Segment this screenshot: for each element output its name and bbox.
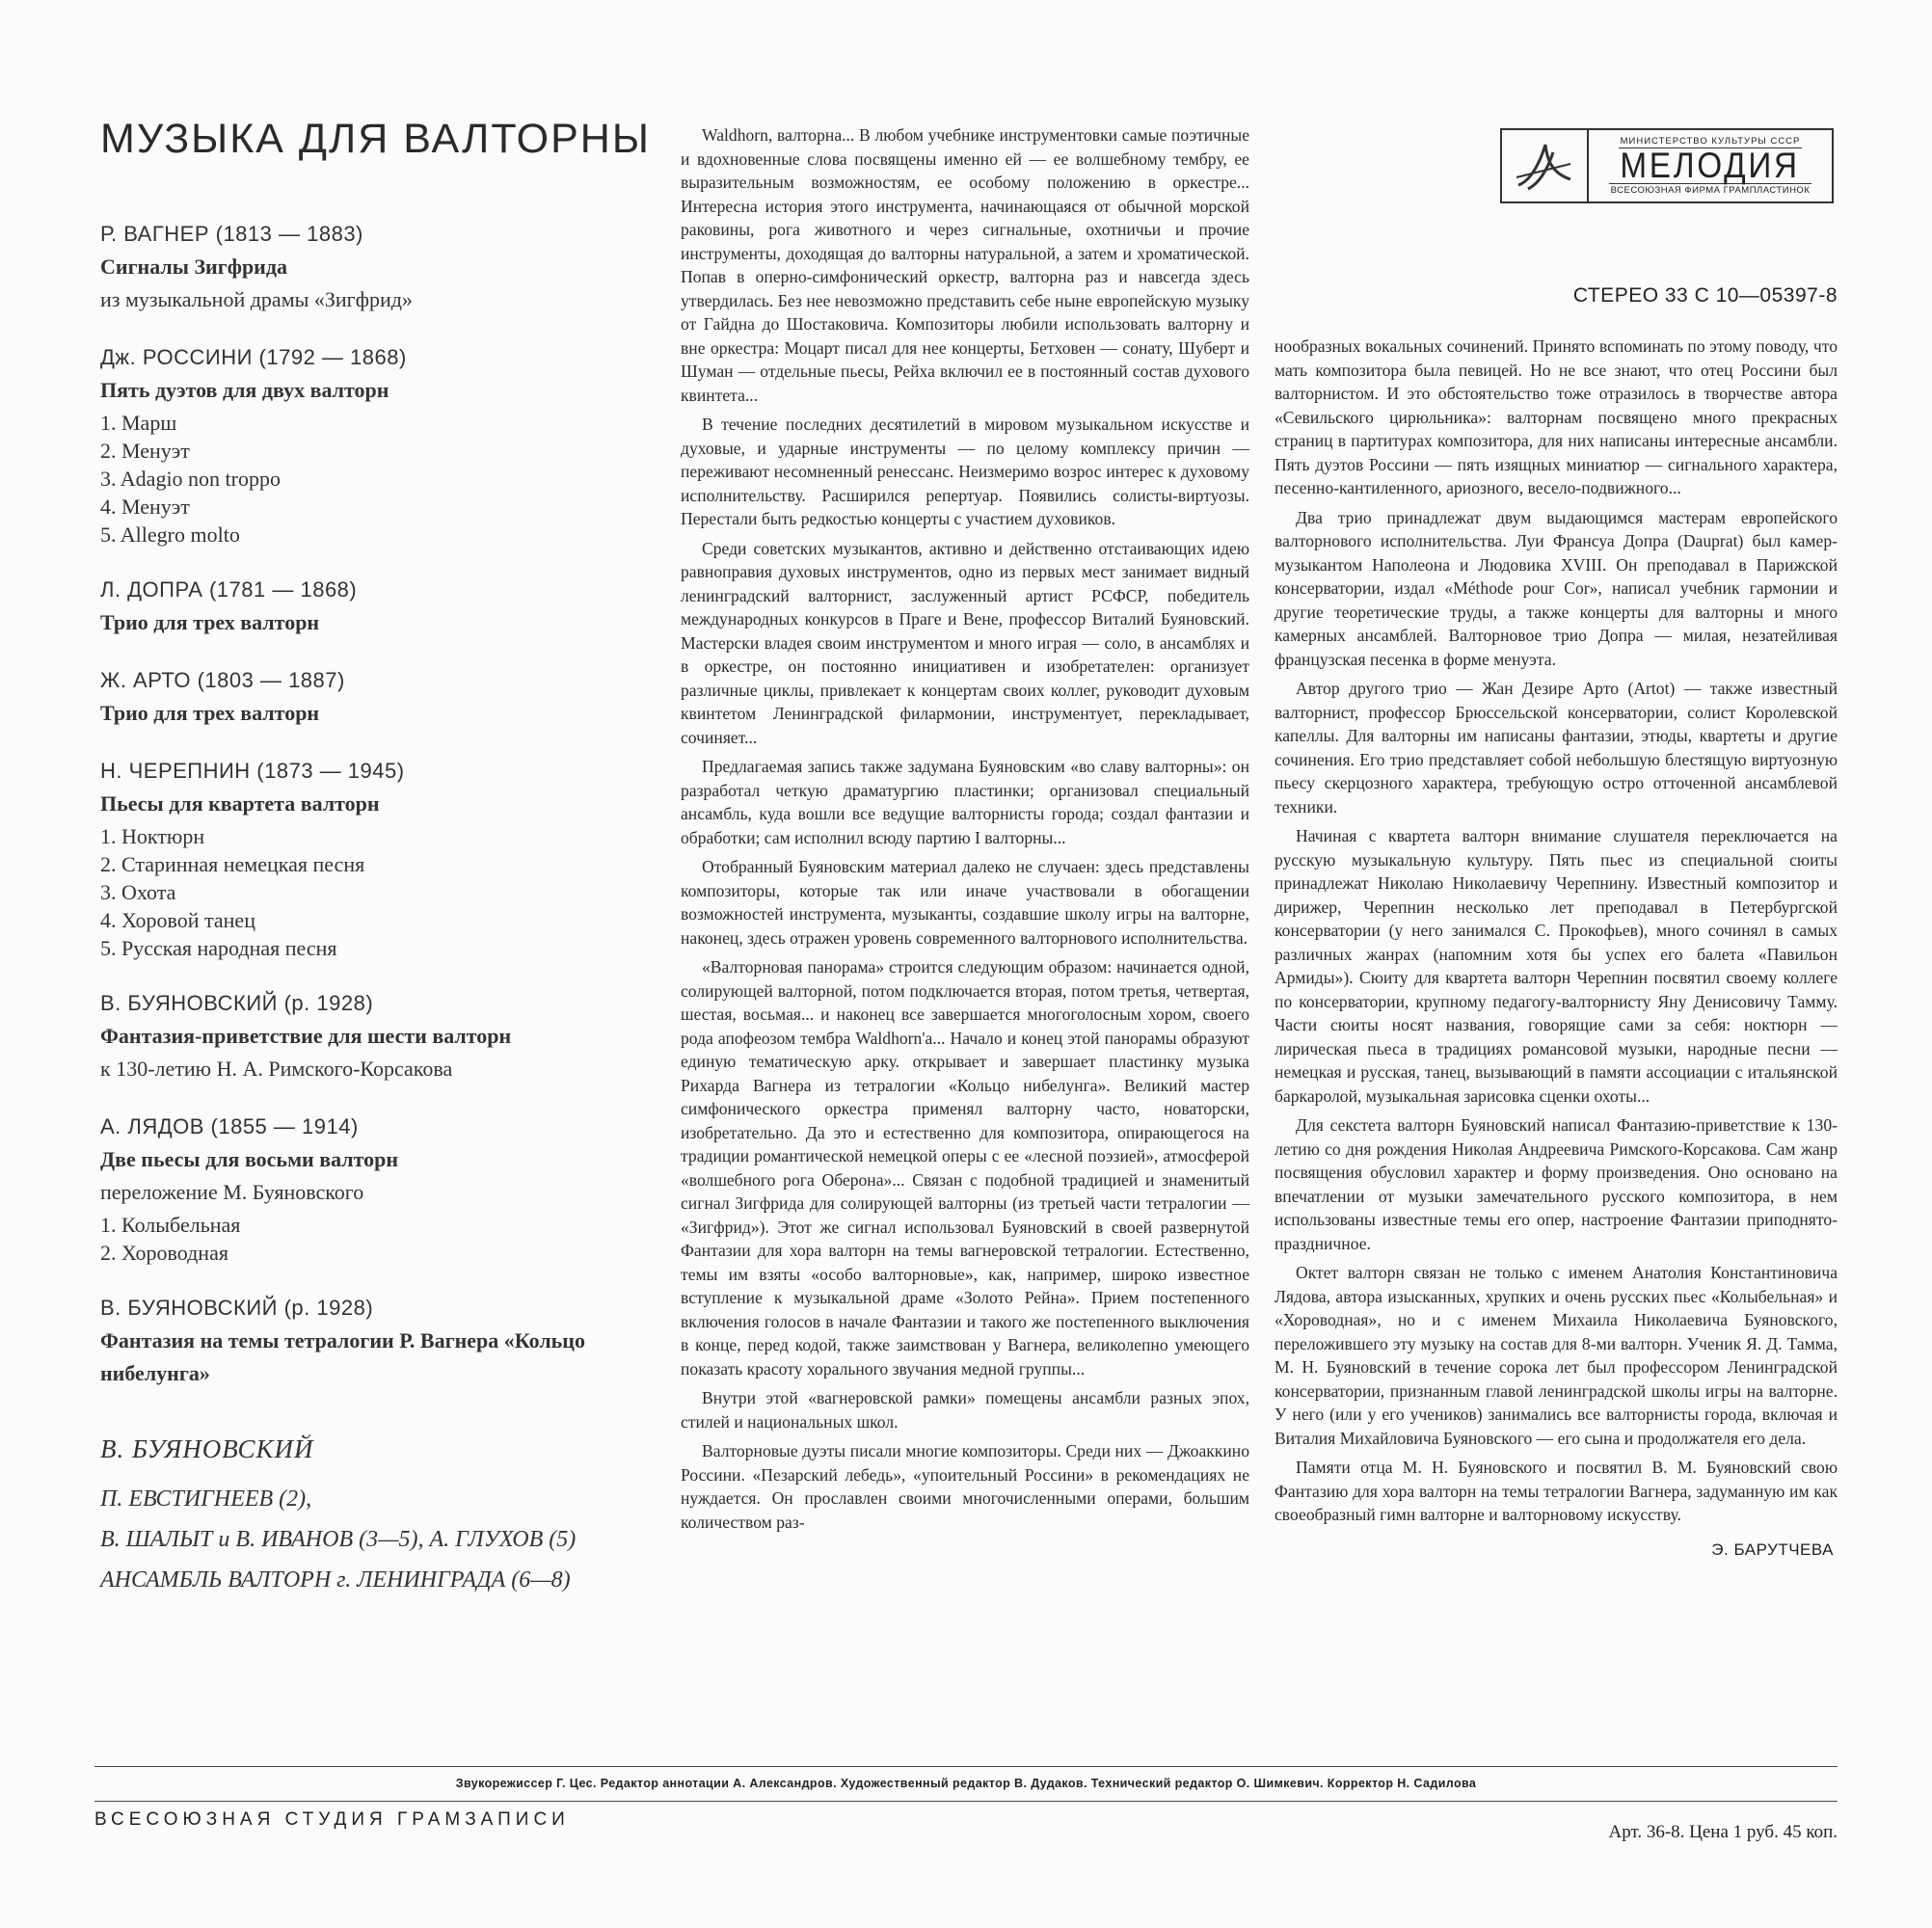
- movement-item: 1. Колыбельная: [100, 1213, 241, 1237]
- composer-name: В. БУЯНОВСКИЙ (р. 1928): [100, 1296, 374, 1320]
- annotation-column-middle: [681, 123, 1249, 1540]
- performer-line: П. ЕВСТИГНЕЕВ (2),: [100, 1486, 312, 1512]
- annotation-column-right: [1275, 335, 1838, 1560]
- annotation-paragraph: Среди советских музыкантов, активно и действенно отстаивающих идею равноправия духовых инструментов, одно из первых мест занимает видный ленинградский валторнист, заслуженный артист РСФСР, победитель международных конкурсов в Праге и Вене, профессор Виталий Буяновский. Мастерски владея своим инструментом и много играя — соло, в ансамблях и в оркестре, он постоянно инициативен и изобретателен: организует различные циклы, привлекает к концертам своих коллег, руководит духовым квинтетом Ленинградской филармонии, инструментует, перекладывает, сочиняет...: [681, 538, 1249, 747]
- work-title: Фантазия-приветствие для шести валторн: [100, 1024, 512, 1048]
- movement-item: 4. Хоровой танец: [100, 908, 255, 932]
- annotation-paragraph: Отобранный Буяновским материал далеко не случаен: здесь представлены композиторы, которые так или иначе участвовали в обогащении возможностей инструмента, музыканты, создавшие школу игры на валторне, наконец, здесь отражен уровень современного валторнового исполнительства.: [681, 857, 1249, 948]
- composer-name: Л. ДОПРА (1781 — 1868): [100, 577, 358, 602]
- work-subtitle: переложение М. Буяновского: [100, 1180, 364, 1204]
- performer-ensemble: АНСАМБЛЬ ВАЛТОРН г. ЛЕНИНГРАДА (6—8): [100, 1567, 571, 1593]
- performer-soloist: В. БУЯНОВСКИЙ: [100, 1434, 314, 1463]
- movement-list: [100, 1211, 650, 1267]
- logo-firm: ВСЕСОЮЗНАЯ ФИРМА ГРАМПЛАСТИНОК: [1610, 185, 1811, 196]
- annotation-paragraph: Валторновые дуэты писали многие композиторы. Среди них — Джоаккино Россини. «Пезарский лебедь», «упоительный Россини» в рекомендациях не нуждается. Он прославлен своими многочисленными операми, большим количеством раз-: [681, 1441, 1249, 1532]
- performer-line: В. ШАЛЫТ и В. ИВАНОВ (3—5), А. ГЛУХОВ (5): [100, 1527, 577, 1552]
- logo-ministry: МИНИСТЕРСТВО КУЛЬТУРЫ СССР: [1620, 136, 1801, 147]
- program-column: [100, 218, 650, 1604]
- performers: [100, 1433, 650, 1596]
- credits-line: Звукорежиссер Г. Цес. Редактор аннотации А. Александров. Художественный редактор В. Дудаков. Технический редактор О. Шимкевич. Корректор Н. Садилова: [455, 1777, 1477, 1790]
- movement-list: [100, 822, 650, 962]
- movement-item: 3. Adagio non troppo: [100, 467, 281, 491]
- composer-name: Дж. РОССИНИ (1792 — 1868): [100, 345, 407, 369]
- program-list: [100, 218, 650, 1390]
- composer-name: Н. ЧЕРЕПНИН (1873 — 1945): [100, 759, 405, 783]
- work-title: Трио для трех валторн: [100, 610, 320, 634]
- price-line: Арт. 36-8. Цена 1 руб. 45 коп.: [1608, 1822, 1838, 1842]
- composer-name: Ж. АРТО (1803 — 1887): [100, 668, 345, 692]
- annotation-paragraph: «Валторновая панорама» строится следующим образом: начинается одной, солирующей валторной, потом подключается вторая, потом третья, четвертая, шестая, восьмая... и наконец все завершается многоголосным хором, своего рода апофеозом тембра Waldhorn'а... Начало и конец этой панорамы образуют единую тематическую арку. открывает и завершает пластинку музыка Рихарда Вагнера из тетралогии «Кольцо нибелунга». Великий мастер симфонического оркестра применял валторну часто, новаторски, изобретательно. Да это и естественно для композитора, опирающегося на традиции романтической немецкой оперы с ее «лесной поэзией», атмосферой «волшебного рога Оберона»... Связан с подобной традицией и знаменитый сигнал Зигфрида для солирующей валторны (из третьей части тетралогии — «Зигфрид»). Этот же сигнал использовал Буяновский в своей развернутой Фантазии для хора валторн на темы вагнеровской тетралогии. Естественно, темы им взяты «особо валторновые», как, например, широко известное вступление к музыкальной драме «Золото Рейна». Прием постепенного включения голосов в начале Фантазии и такого же постепенного выключения в конце, перед кодой, также заимствован у Вагнера, великолепно умеющего показать красоту хорального звучания медной группы...: [681, 957, 1249, 1379]
- annotation-paragraph: Памяти отца М. Н. Буяновского и посвятил В. М. Буяновский свою Фантазию для хора валторн на темы тетралогии Вагнера, задуманную им как своеобразный гимн валторне и валторновому искусству.: [1275, 1458, 1838, 1524]
- work-title: Фантазия на темы тетралогии Р. Вагнера «Кольцо нибелунга»: [100, 1328, 585, 1385]
- work-title: Две пьесы для восьми валторн: [100, 1147, 399, 1171]
- work-subtitle: к 130-летию Н. А. Римского-Корсакова: [100, 1057, 453, 1081]
- program-work: [100, 574, 650, 639]
- divider: [94, 1766, 1838, 1767]
- composer-name: А. ЛЯДОВ (1855 — 1914): [100, 1114, 359, 1138]
- work-title: Трио для трех валторн: [100, 701, 320, 725]
- program-work: [100, 1292, 650, 1390]
- movement-item: 1. Марш: [100, 411, 177, 435]
- program-work: [100, 218, 650, 316]
- program-work: [100, 1111, 650, 1267]
- divider: [94, 1801, 1838, 1802]
- annotation-paragraph: Два трио принадлежат двум выдающимся мастерам европейского валторнового исполнительства. Луи Франсуа Допра (Dauprat) был камер-музыкантом Наполеона и Людовика XVIII. Он преподавал в Парижской консерватории, издал «Méthode pour Cor», написал учебник гармонии и другие теоретические труды, а также концерты для валторны и много камерных ансамблей. Валторновое трио Допра — милая, незатейливая французская песенка в форме менуэта.: [1275, 507, 1838, 669]
- annotation-paragraph: Внутри этой «вагнеровской рамки» помещены ансамбли разных эпох, стилей и национальных школ.: [681, 1388, 1249, 1432]
- logo-text-block: [1589, 130, 1832, 201]
- author-signature: Э. БАРУТЧЕВА: [1711, 1540, 1834, 1559]
- annotation-paragraph: Октет валторн связан не только с именем Анатолия Константиновича Лядова, автора изысканных, хрупких и очень русских пьес «Колыбельная» и «Хороводная», но и с именем Михаила Николаевича Буяновского, переложившего эту музыку на состав для 8-ми валторн. Ученик Я. Д. Тамма, М. Н. Буяновский в течение сорока лет был профессором Ленинградской консерватории, признанным главой ленинградской школы игры на валторне. У него (или у его учеников) занимались все валторнисты города, включая и Виталия Михайловича Буяновского — его сына и продолжателя его дела.: [1275, 1263, 1838, 1448]
- page-title: МУЗЫКА ДЛЯ ВАЛТОРНЫ: [100, 116, 651, 162]
- annotation-paragraph: В течение последних десятилетий в мировом музыкальном искусстве и духовые, и ударные инструменты — по целому комплексу причин — переживают несомненный ренессанс. Неизмеримо возрос интерес к духовому исполнительству. Расширился репертуар. Появились солисты-виртуозы. Перестали быть редкостью концерты с участием духовиков.: [681, 415, 1249, 528]
- work-title: Сигналы Зигфрида: [100, 254, 287, 279]
- movement-item: 5. Allegro molto: [100, 522, 240, 547]
- annotation-paragraph: Начиная с квартета валторн внимание слушателя переключается на русскую музыкальную культуру. Пять пьес из специальной сюиты принадлежат Николаю Николаевичу Черепнину. Известный композитор и дирижер, Черепнин несколько лет преподавал в Петербургской консерватории (у него занимался С. Прокофьев), много сочинял в самых различных жанрах (напомним хотя бы успех его балета «Павильон Армиды»). Сюиту для квартета валторн Черепнин посвятил своему коллеге по консерватории, крупному педагогу-валторнисту Яну Денисовичу Тамму. Части сюиты носят названия, говорящие сами за себя: ноктюрн — лирическая пьеса в традициях романсовой музыки, народные песни — немецкая и русская, танец, вызывающий в памяти ассоциации с итальянской баркаролой, музыкальная зарисовка сценки охоты...: [1275, 826, 1838, 1106]
- annotation-paragraph: Предлагаемая запись также задумана Буяновским «во славу валторны»: он разработал четкую драматургию пластинки; организовал специальный ансамбль, куда вошли все ведущие валторнисты города; создал фантазии и обработки; сам исполнил всюду партию I валторны...: [681, 757, 1249, 847]
- program-work: [100, 755, 650, 962]
- logo-name: МЕЛОДИЯ: [1620, 146, 1801, 185]
- melodiya-logo: [1500, 128, 1834, 203]
- program-work: [100, 987, 650, 1085]
- studio-name: ВСЕСОЮЗНАЯ СТУДИЯ ГРАМЗАПИСИ: [94, 1809, 570, 1830]
- movement-item: 2. Хороводная: [100, 1241, 228, 1265]
- movement-item: 3. Охота: [100, 880, 176, 904]
- melodiya-emblem-icon: [1502, 130, 1589, 201]
- movement-item: 1. Ноктюрн: [100, 824, 205, 848]
- annotation-paragraph: Автор другого трио — Жан Дезире Арто (Artot) — также известный валторнист, профессор Брюссельской консерватории, солист Королевской капеллы. Для валторны им написаны фантазии, этюды, квартеты и другие сочинения. Его трио представляет собой небольшую блестящую виртуозную пьесу скерцозного характера, требующую остро отточенной ансамблевой техники.: [1275, 679, 1838, 817]
- work-title: Пять дуэтов для двух валторн: [100, 378, 389, 402]
- annotation-paragraph: Waldhorn, валторна... В любом учебнике инструментовки самые поэтичные и вдохновенные слова посвящены именно ей — ее волшебному тембру, ее выразительным возможностям, ее особому положению в оркестре... Интересна история этого инструмента, начинающаяся от обычной морской раковины, рога животного и через сигнальные, охотничьи и прочие инструменты, доходящая до валторны натуральной, а затем и хроматической. Попав в оперно-симфонический оркестр, валторна раз и навсегда здесь утвердилась. Без нее невозможно представить себе ныне европейскую музыку от Гайдна до Шостаковича. Композиторы любили использовать валторну и вне оркестра: Моцарт писал для нее концерты, Бетховен — сонату, Шуберт и Шуман — отдельные пьесы, Рейха включил ее в постоянный состав духового квинтета...: [681, 125, 1249, 405]
- movement-item: 4. Менуэт: [100, 495, 190, 519]
- program-work: [100, 664, 650, 730]
- movement-list: [100, 409, 650, 549]
- catalog-number: СТЕРЕО 33 С 10—05397-8: [1572, 284, 1838, 307]
- program-work: [100, 341, 650, 549]
- annotation-paragraph: нообразных вокальных сочинений. Принято вспоминать по этому поводу, что мать композитора была певицей. Но не все знают, что отец Россини был валторнистом. И это обстоятельство тоже отразилось в творчестве автора «Севильского цирюльника»: валторнам посвящено много прекрасных страниц в партитурах композитора, для них написаны интересные ансамбли. Пять дуэтов Россини — пять изящных миниатюр — сигнального характера, песенно-кантиленного, ариозного, весело-подвижного...: [1275, 336, 1838, 497]
- work-subtitle: из музыкальной драмы «Зигфрид»: [100, 287, 413, 311]
- annotation-paragraph: Для секстета валторн Буяновский написал Фантазию-приветствие к 130-летию со дня рождения Николая Андреевича Римского-Корсакова. Сам жанр посвящения обусловил характер и форму произведения. Оно основано на впечатлении от музыки замечательного русского композитора, в нем использованы известные темы его опер, настроение Фантазии приподнято-праздничное.: [1275, 1115, 1838, 1253]
- work-title: Пьесы для квартета валторн: [100, 791, 380, 816]
- composer-name: Р. ВАГНЕР (1813 — 1883): [100, 222, 363, 246]
- composer-name: В. БУЯНОВСКИЙ (р. 1928): [100, 991, 374, 1015]
- movement-item: 5. Русская народная песня: [100, 936, 337, 960]
- movement-item: 2. Менуэт: [100, 439, 190, 463]
- movement-item: 2. Старинная немецкая песня: [100, 852, 365, 876]
